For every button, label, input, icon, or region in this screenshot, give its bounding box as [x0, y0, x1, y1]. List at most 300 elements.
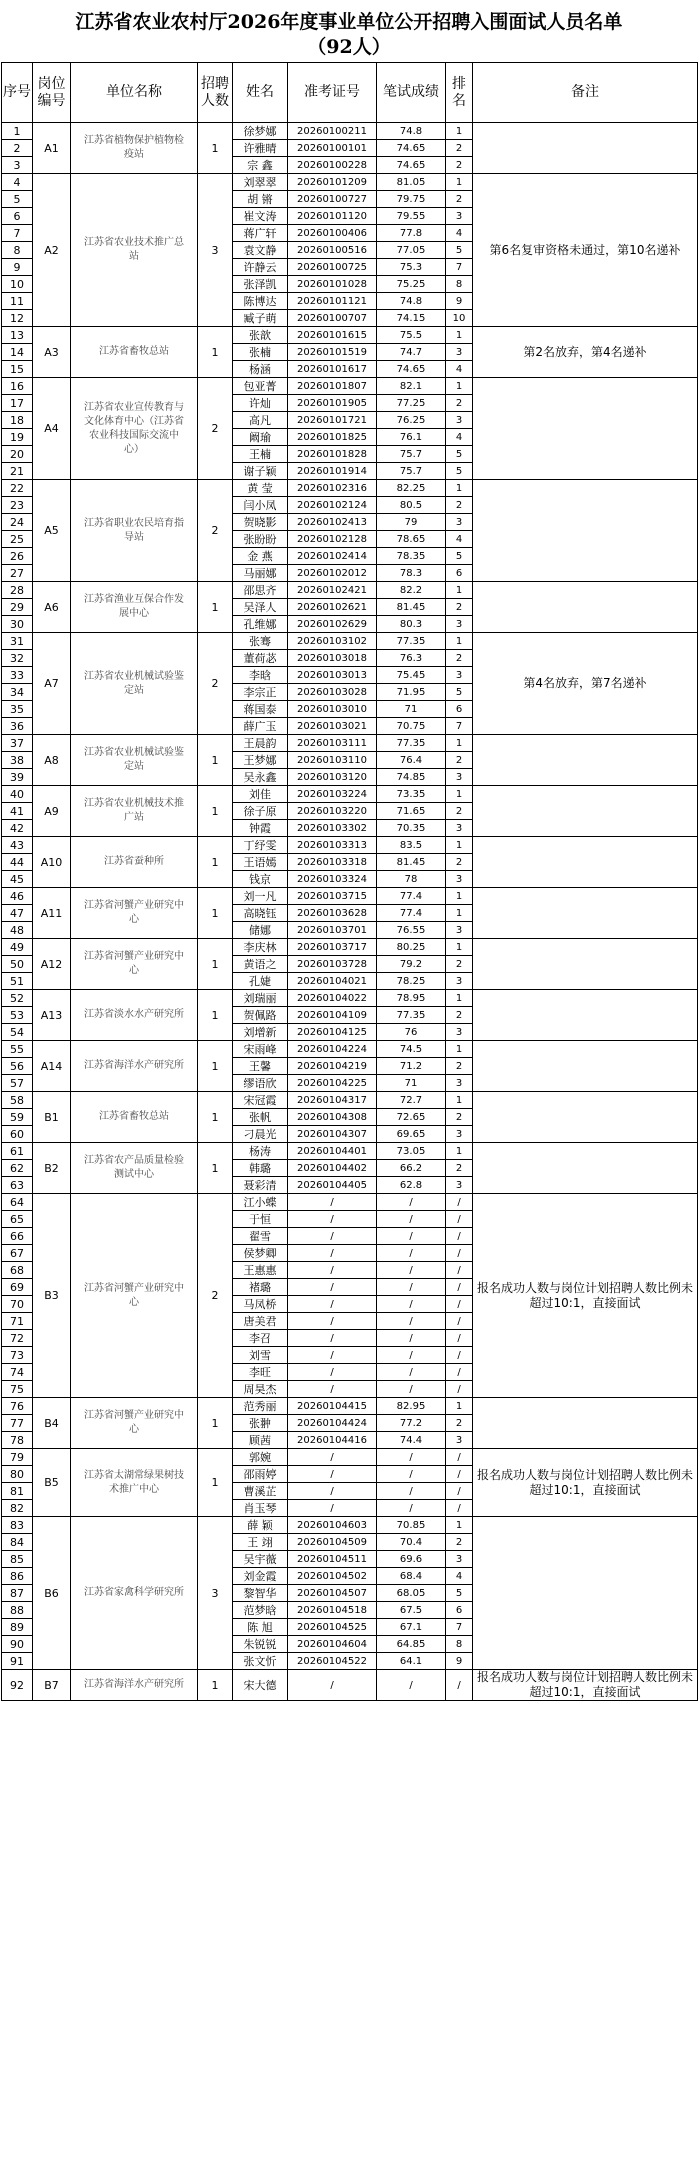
cell-ticket-number: 20260101905: [288, 395, 377, 412]
cell-ticket-number: /: [288, 1483, 377, 1500]
cell-rank: 1: [446, 1092, 473, 1109]
cell-ticket-number: 20260104308: [288, 1109, 377, 1126]
cell-note: [473, 480, 698, 582]
cell-written-score: /: [377, 1466, 446, 1483]
cell-written-score: 70.35: [377, 820, 446, 837]
cell-written-score: /: [377, 1449, 446, 1466]
cell-rank: /: [446, 1347, 473, 1364]
cell-candidate-name: 杨涵: [233, 361, 288, 378]
table-body: [2, 123, 698, 1701]
table-row: [2, 1092, 698, 1109]
cell-written-score: 74.85: [377, 769, 446, 786]
cell-ticket-number: /: [288, 1313, 377, 1330]
cell-rank: 1: [446, 939, 473, 956]
cell-rank: 1: [446, 327, 473, 344]
cell-written-score: 68.4: [377, 1568, 446, 1585]
cell-post-code: A3: [33, 327, 71, 378]
cell-candidate-name: 侯梦卿: [233, 1245, 288, 1262]
cell-seq: 69: [2, 1279, 33, 1296]
cell-written-score: 81.45: [377, 854, 446, 871]
cell-rank: 1: [446, 837, 473, 854]
cell-rank: 2: [446, 956, 473, 973]
cell-seq: 34: [2, 684, 33, 701]
cell-seq: 25: [2, 531, 33, 548]
cell-written-score: 82.25: [377, 480, 446, 497]
header-note: 备注: [473, 63, 698, 123]
cell-rank: 5: [446, 548, 473, 565]
cell-written-score: 76.1: [377, 429, 446, 446]
cell-rank: 5: [446, 446, 473, 463]
cell-post-code: A10: [33, 837, 71, 888]
header-recruit: 招聘人数: [198, 63, 233, 123]
table-row: [2, 1449, 698, 1466]
cell-seq: 75: [2, 1381, 33, 1398]
cell-ticket-number: 20260101028: [288, 276, 377, 293]
cell-rank: 1: [446, 582, 473, 599]
cell-seq: 18: [2, 412, 33, 429]
cell-written-score: 77.35: [377, 1007, 446, 1024]
cell-written-score: 74.65: [377, 157, 446, 174]
cell-seq: 8: [2, 242, 33, 259]
cell-unit-name: 江苏省家禽科学研究所: [71, 1517, 198, 1670]
cell-rank: /: [446, 1466, 473, 1483]
cell-candidate-name: 许静云: [233, 259, 288, 276]
cell-written-score: 78.35: [377, 548, 446, 565]
cell-ticket-number: 20260103110: [288, 752, 377, 769]
cell-candidate-name: 唐美君: [233, 1313, 288, 1330]
cell-seq: 58: [2, 1092, 33, 1109]
cell-ticket-number: 20260104502: [288, 1568, 377, 1585]
cell-note: [473, 786, 698, 837]
cell-candidate-name: 黄语之: [233, 956, 288, 973]
cell-note: 报名成功人数与岗位计划招聘人数比例未超过10:1，直接面试: [473, 1194, 698, 1398]
cell-rank: 7: [446, 718, 473, 735]
cell-candidate-name: 宋雨峰: [233, 1041, 288, 1058]
cell-seq: 29: [2, 599, 33, 616]
cell-ticket-number: 20260100406: [288, 225, 377, 242]
cell-recruit-count: 1: [198, 1092, 233, 1143]
cell-ticket-number: 20260103224: [288, 786, 377, 803]
cell-candidate-name: 吴宇薇: [233, 1551, 288, 1568]
cell-rank: /: [446, 1330, 473, 1347]
cell-ticket-number: 20260101825: [288, 429, 377, 446]
cell-note: [473, 735, 698, 786]
cell-seq: 82: [2, 1500, 33, 1517]
cell-seq: 85: [2, 1551, 33, 1568]
cell-seq: 50: [2, 956, 33, 973]
cell-candidate-name: 陈 旭: [233, 1619, 288, 1636]
cell-seq: 37: [2, 735, 33, 752]
cell-rank: /: [446, 1381, 473, 1398]
cell-post-code: A6: [33, 582, 71, 633]
cell-written-score: 71: [377, 1075, 446, 1092]
cell-candidate-name: 吴泽人: [233, 599, 288, 616]
cell-ticket-number: 20260104424: [288, 1415, 377, 1432]
cell-written-score: 74.7: [377, 344, 446, 361]
cell-seq: 41: [2, 803, 33, 820]
cell-rank: 3: [446, 344, 473, 361]
cell-rank: 3: [446, 1024, 473, 1041]
cell-seq: 45: [2, 871, 33, 888]
cell-ticket-number: /: [288, 1194, 377, 1211]
cell-candidate-name: 袁文静: [233, 242, 288, 259]
cell-candidate-name: 胡 锵: [233, 191, 288, 208]
cell-rank: /: [446, 1449, 473, 1466]
cell-written-score: /: [377, 1228, 446, 1245]
cell-seq: 2: [2, 140, 33, 157]
cell-written-score: 70.85: [377, 1517, 446, 1534]
cell-seq: 59: [2, 1109, 33, 1126]
cell-seq: 19: [2, 429, 33, 446]
cell-rank: 3: [446, 769, 473, 786]
cell-rank: 6: [446, 565, 473, 582]
header-unit: 单位名称: [71, 63, 198, 123]
cell-seq: 84: [2, 1534, 33, 1551]
cell-candidate-name: 韩璐: [233, 1160, 288, 1177]
cell-seq: 16: [2, 378, 33, 395]
cell-ticket-number: 20260100727: [288, 191, 377, 208]
cell-candidate-name: 许雅晴: [233, 140, 288, 157]
cell-candidate-name: 包亚菁: [233, 378, 288, 395]
cell-seq: 52: [2, 990, 33, 1007]
cell-rank: 2: [446, 157, 473, 174]
cell-unit-name: 江苏省蚕种所: [71, 837, 198, 888]
cell-unit-name: 江苏省海洋水产研究所: [71, 1670, 198, 1701]
cell-written-score: /: [377, 1364, 446, 1381]
cell-ticket-number: 20260103018: [288, 650, 377, 667]
cell-written-score: /: [377, 1670, 446, 1701]
cell-unit-name: 江苏省河蟹产业研究中心: [71, 939, 198, 990]
cell-written-score: /: [377, 1262, 446, 1279]
cell-seq: 11: [2, 293, 33, 310]
cell-seq: 42: [2, 820, 33, 837]
cell-candidate-name: 范秀丽: [233, 1398, 288, 1415]
cell-written-score: 75.5: [377, 327, 446, 344]
cell-seq: 54: [2, 1024, 33, 1041]
cell-seq: 39: [2, 769, 33, 786]
cell-written-score: 82.2: [377, 582, 446, 599]
cell-candidate-name: 陈博达: [233, 293, 288, 310]
cell-written-score: 76.25: [377, 412, 446, 429]
cell-candidate-name: 钱京: [233, 871, 288, 888]
cell-written-score: 74.8: [377, 123, 446, 140]
cell-ticket-number: 20260103021: [288, 718, 377, 735]
cell-note: [473, 837, 698, 888]
cell-candidate-name: 崔文涛: [233, 208, 288, 225]
table-row: [2, 480, 698, 497]
table-row: [2, 939, 698, 956]
cell-recruit-count: 2: [198, 378, 233, 480]
cell-ticket-number: 20260104416: [288, 1432, 377, 1449]
cell-ticket-number: 20260103111: [288, 735, 377, 752]
cell-written-score: 80.5: [377, 497, 446, 514]
cell-ticket-number: 20260100228: [288, 157, 377, 174]
cell-seq: 48: [2, 922, 33, 939]
cell-recruit-count: 1: [198, 786, 233, 837]
cell-rank: 9: [446, 1653, 473, 1670]
cell-written-score: 69.65: [377, 1126, 446, 1143]
cell-seq: 74: [2, 1364, 33, 1381]
cell-ticket-number: 20260104518: [288, 1602, 377, 1619]
cell-rank: 8: [446, 276, 473, 293]
cell-candidate-name: 董荷苾: [233, 650, 288, 667]
cell-ticket-number: 20260101617: [288, 361, 377, 378]
cell-rank: 8: [446, 1636, 473, 1653]
cell-candidate-name: 刘一凡: [233, 888, 288, 905]
cell-written-score: 77.25: [377, 395, 446, 412]
cell-note: 第2名放弃，第4名递补: [473, 327, 698, 378]
cell-seq: 20: [2, 446, 33, 463]
cell-candidate-name: 王惠惠: [233, 1262, 288, 1279]
cell-candidate-name: 张歆: [233, 327, 288, 344]
cell-ticket-number: 20260104022: [288, 990, 377, 1007]
cell-rank: 1: [446, 990, 473, 1007]
cell-note: 报名成功人数与岗位计划招聘人数比例未超过10:1，直接面试: [473, 1449, 698, 1517]
cell-recruit-count: 1: [198, 1670, 233, 1701]
cell-rank: 2: [446, 752, 473, 769]
cell-unit-name: 江苏省农业机械试验鉴定站: [71, 735, 198, 786]
cell-note: [473, 990, 698, 1041]
cell-recruit-count: 2: [198, 1194, 233, 1398]
cell-candidate-name: 贺晓影: [233, 514, 288, 531]
cell-written-score: /: [377, 1245, 446, 1262]
cell-recruit-count: 1: [198, 888, 233, 939]
cell-written-score: 72.65: [377, 1109, 446, 1126]
cell-seq: 90: [2, 1636, 33, 1653]
cell-candidate-name: 刁晨光: [233, 1126, 288, 1143]
page-title: [0, 10, 698, 60]
table-row: [2, 327, 698, 344]
cell-seq: 47: [2, 905, 33, 922]
cell-ticket-number: 20260103120: [288, 769, 377, 786]
cell-written-score: /: [377, 1483, 446, 1500]
cell-written-score: 80.3: [377, 616, 446, 633]
cell-candidate-name: 王梦娜: [233, 752, 288, 769]
cell-seq: 3: [2, 157, 33, 174]
cell-ticket-number: /: [288, 1347, 377, 1364]
cell-seq: 66: [2, 1228, 33, 1245]
cell-candidate-name: 金 燕: [233, 548, 288, 565]
cell-rank: /: [446, 1194, 473, 1211]
cell-candidate-name: 张楠: [233, 344, 288, 361]
cell-rank: 5: [446, 1585, 473, 1602]
cell-candidate-name: 王语嫣: [233, 854, 288, 871]
cell-ticket-number: 20260101519: [288, 344, 377, 361]
cell-seq: 61: [2, 1143, 33, 1160]
cell-ticket-number: 20260101209: [288, 174, 377, 191]
cell-candidate-name: 高凡: [233, 412, 288, 429]
cell-note: [473, 1092, 698, 1143]
cell-rank: 2: [446, 140, 473, 157]
cell-unit-name: 江苏省河蟹产业研究中心: [71, 1398, 198, 1449]
table-row: [2, 633, 698, 650]
cell-seq: 26: [2, 548, 33, 565]
cell-candidate-name: 徐子原: [233, 803, 288, 820]
cell-candidate-name: 郭婉: [233, 1449, 288, 1466]
cell-candidate-name: 李晗: [233, 667, 288, 684]
cell-seq: 1: [2, 123, 33, 140]
cell-seq: 79: [2, 1449, 33, 1466]
cell-written-score: 62.8: [377, 1177, 446, 1194]
cell-rank: 3: [446, 667, 473, 684]
cell-seq: 62: [2, 1160, 33, 1177]
cell-written-score: 75.45: [377, 667, 446, 684]
cell-written-score: 80.25: [377, 939, 446, 956]
cell-candidate-name: 顾茜: [233, 1432, 288, 1449]
cell-written-score: 74.65: [377, 140, 446, 157]
cell-seq: 72: [2, 1330, 33, 1347]
cell-written-score: 72.7: [377, 1092, 446, 1109]
cell-rank: 10: [446, 310, 473, 327]
cell-rank: 3: [446, 514, 473, 531]
cell-rank: 2: [446, 803, 473, 820]
cell-ticket-number: 20260103324: [288, 871, 377, 888]
cell-seq: 91: [2, 1653, 33, 1670]
cell-rank: 1: [446, 480, 473, 497]
cell-candidate-name: 于恒: [233, 1211, 288, 1228]
cell-candidate-name: 曹溪芷: [233, 1483, 288, 1500]
cell-rank: 6: [446, 701, 473, 718]
cell-seq: 51: [2, 973, 33, 990]
cell-candidate-name: 贺佩路: [233, 1007, 288, 1024]
cell-candidate-name: 邵思齐: [233, 582, 288, 599]
cell-rank: /: [446, 1228, 473, 1245]
cell-candidate-name: 肖玉琴: [233, 1500, 288, 1517]
cell-ticket-number: 20260103302: [288, 820, 377, 837]
cell-candidate-name: 高晓钰: [233, 905, 288, 922]
cell-ticket-number: 20260102012: [288, 565, 377, 582]
cell-rank: 3: [446, 871, 473, 888]
cell-written-score: 71.95: [377, 684, 446, 701]
cell-candidate-name: 宋冠霞: [233, 1092, 288, 1109]
table-row: [2, 174, 698, 191]
cell-ticket-number: 20260103028: [288, 684, 377, 701]
cell-candidate-name: 刘雪: [233, 1347, 288, 1364]
cell-seq: 76: [2, 1398, 33, 1415]
cell-ticket-number: /: [288, 1466, 377, 1483]
cell-candidate-name: 刘金霞: [233, 1568, 288, 1585]
cell-seq: 10: [2, 276, 33, 293]
cell-ticket-number: 20260102128: [288, 531, 377, 548]
cell-seq: 31: [2, 633, 33, 650]
cell-written-score: 75.3: [377, 259, 446, 276]
cell-seq: 44: [2, 854, 33, 871]
cell-recruit-count: 1: [198, 123, 233, 174]
cell-written-score: /: [377, 1211, 446, 1228]
table-row: [2, 1194, 698, 1211]
table-row: [2, 123, 698, 140]
cell-written-score: 78.25: [377, 973, 446, 990]
cell-rank: 2: [446, 1007, 473, 1024]
cell-written-score: 83.5: [377, 837, 446, 854]
cell-written-score: /: [377, 1194, 446, 1211]
cell-seq: 46: [2, 888, 33, 905]
cell-candidate-name: 褚璐: [233, 1279, 288, 1296]
cell-candidate-name: 张骞: [233, 633, 288, 650]
cell-written-score: /: [377, 1279, 446, 1296]
cell-candidate-name: 蒋广轩: [233, 225, 288, 242]
cell-rank: 1: [446, 1517, 473, 1534]
cell-ticket-number: 20260103318: [288, 854, 377, 871]
cell-post-code: A12: [33, 939, 71, 990]
cell-seq: 30: [2, 616, 33, 633]
cell-note: [473, 1041, 698, 1092]
cell-post-code: A2: [33, 174, 71, 327]
cell-rank: 1: [446, 1398, 473, 1415]
cell-seq: 60: [2, 1126, 33, 1143]
cell-candidate-name: 丁纾雯: [233, 837, 288, 854]
cell-unit-name: 江苏省畜牧总站: [71, 1092, 198, 1143]
cell-recruit-count: 1: [198, 1041, 233, 1092]
cell-rank: 1: [446, 123, 473, 140]
cell-seq: 56: [2, 1058, 33, 1075]
cell-written-score: 76: [377, 1024, 446, 1041]
cell-ticket-number: 20260103013: [288, 667, 377, 684]
cell-candidate-name: 缪语欣: [233, 1075, 288, 1092]
cell-recruit-count: 1: [198, 939, 233, 990]
cell-candidate-name: 张泽凯: [233, 276, 288, 293]
cell-rank: 2: [446, 1534, 473, 1551]
cell-note: [473, 1398, 698, 1449]
cell-candidate-name: 薛广玉: [233, 718, 288, 735]
header-post: 岗位编号: [33, 63, 71, 123]
cell-written-score: 79: [377, 514, 446, 531]
cell-seq: 28: [2, 582, 33, 599]
cell-ticket-number: 20260103701: [288, 922, 377, 939]
cell-candidate-name: 李召: [233, 1330, 288, 1347]
cell-ticket-number: 20260104225: [288, 1075, 377, 1092]
cell-note: 报名成功人数与岗位计划招聘人数比例未超过10:1，直接面试: [473, 1670, 698, 1701]
header-score: 笔试成绩: [377, 63, 446, 123]
cell-seq: 70: [2, 1296, 33, 1313]
table-row: [2, 837, 698, 854]
cell-rank: 1: [446, 888, 473, 905]
cell-written-score: 74.8: [377, 293, 446, 310]
cell-seq: 63: [2, 1177, 33, 1194]
cell-unit-name: 江苏省农产品质量检验测试中心: [71, 1143, 198, 1194]
cell-seq: 33: [2, 667, 33, 684]
cell-recruit-count: 2: [198, 633, 233, 735]
cell-post-code: A7: [33, 633, 71, 735]
cell-candidate-name: 张盼盼: [233, 531, 288, 548]
cell-ticket-number: 20260103102: [288, 633, 377, 650]
cell-rank: 1: [446, 786, 473, 803]
cell-seq: 55: [2, 1041, 33, 1058]
cell-post-code: A14: [33, 1041, 71, 1092]
cell-written-score: 82.1: [377, 378, 446, 395]
cell-rank: 6: [446, 1602, 473, 1619]
cell-written-score: 71.65: [377, 803, 446, 820]
cell-ticket-number: 20260100707: [288, 310, 377, 327]
cell-candidate-name: 臧子萌: [233, 310, 288, 327]
cell-seq: 12: [2, 310, 33, 327]
cell-recruit-count: 3: [198, 1517, 233, 1670]
cell-written-score: 69.6: [377, 1551, 446, 1568]
cell-candidate-name: 刘增新: [233, 1024, 288, 1041]
cell-seq: 65: [2, 1211, 33, 1228]
cell-candidate-name: 黄 莹: [233, 480, 288, 497]
cell-ticket-number: /: [288, 1211, 377, 1228]
cell-written-score: 66.2: [377, 1160, 446, 1177]
cell-unit-name: 江苏省农业机械试验鉴定站: [71, 633, 198, 735]
cell-seq: 87: [2, 1585, 33, 1602]
cell-rank: /: [446, 1262, 473, 1279]
table-row: [2, 1517, 698, 1534]
cell-written-score: 77.35: [377, 735, 446, 752]
cell-seq: 4: [2, 174, 33, 191]
cell-rank: 4: [446, 225, 473, 242]
cell-written-score: /: [377, 1347, 446, 1364]
